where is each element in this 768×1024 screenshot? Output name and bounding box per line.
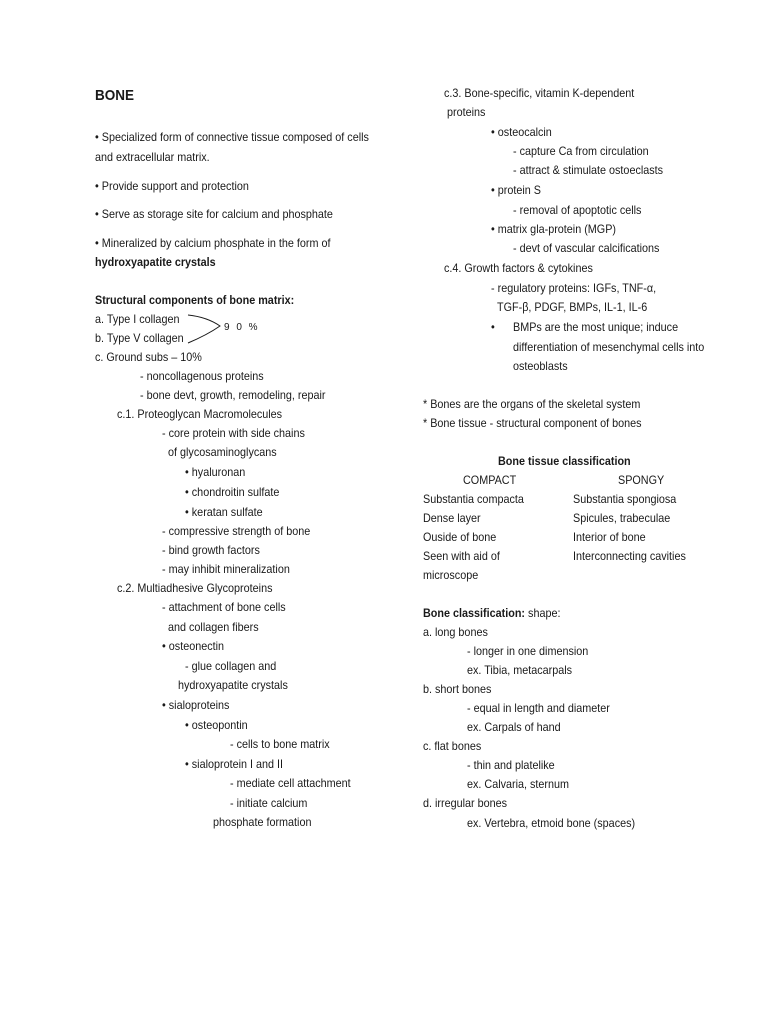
note-2: * Bone tissue - structural component of bones: [423, 416, 642, 430]
c1-line-2: of glycosaminoglycans: [168, 445, 277, 459]
collagen-brace: [187, 313, 223, 345]
classification-col-compact: COMPACT: [463, 473, 517, 487]
c3-mgp-line-1: - devt of vascular calcifications: [513, 241, 660, 255]
c2-heading: c.2. Multiadhesive Glycoproteins: [117, 581, 273, 595]
classification-cell: Interconnecting cavities: [573, 549, 686, 563]
bullet-4-line-1: • Mineralized by calcium phosphate in the form of: [95, 236, 331, 250]
type-v-collagen: b. Type V collagen: [95, 331, 184, 345]
shape-heading: [423, 606, 560, 620]
c4-heading: c.4. Growth factors & cytokines: [444, 261, 593, 275]
c2-sialoprotein-line-1: - mediate cell attachment: [230, 776, 351, 790]
c2-line-1: - attachment of bone cells: [162, 600, 286, 614]
ground-subs-line-1: - noncollagenous proteins: [140, 369, 264, 383]
shape-long: a. long bones: [423, 625, 488, 639]
shape-flat-example: ex. Calvaria, sternum: [467, 777, 570, 791]
c1-line-1: - core protein with side chains: [162, 426, 305, 440]
c3-osteocalcin-line-2: - attract & stimulate ostoeclasts: [513, 163, 664, 177]
bullet-1-line-2: and extracellular matrix.: [95, 150, 210, 164]
structural-heading: Structural components of bone matrix:: [95, 293, 295, 307]
c2-osteonectin-line-2: hydroxyapatite crystals: [178, 678, 288, 692]
shape-heading-bold: Bone classification:: [423, 606, 526, 620]
classification-col-spongy: SPONGY: [618, 473, 665, 487]
c3-heading-line-1: c.3. Bone-specific, vitamin K-dependent: [444, 86, 635, 100]
c1-item-keratan: • keratan sulfate: [185, 505, 263, 519]
c3-protein-s: • protein S: [491, 183, 542, 197]
shape-short-example: ex. Carpals of hand: [467, 720, 561, 734]
ground-subs: c. Ground subs – 10%: [95, 350, 202, 364]
collagen-percent: 9 0 %: [224, 322, 260, 333]
classification-cell: Spicules, trabeculae: [573, 511, 671, 525]
c2-osteonectin-line-1: - glue collagen and: [185, 659, 277, 673]
page-title: BONE: [95, 87, 135, 104]
c2-sialoproteins: • sialoproteins: [162, 698, 230, 712]
c3-osteocalcin-line-1: - capture Ca from circulation: [513, 144, 649, 158]
c1-line-5: - may inhibit mineralization: [162, 562, 290, 576]
c1-item-chondroitin: • chondroitin sulfate: [185, 485, 280, 499]
c2-sialoprotein-line-3: phosphate formation: [213, 815, 312, 829]
shape-irregular-example: ex. Vertebra, etmoid bone (spaces): [467, 816, 636, 830]
bullet-2: • Provide support and protection: [95, 179, 249, 193]
c2-sialoprotein-line-2: - initiate calcium: [230, 796, 308, 810]
c4-bmp-line-1: BMPs are the most unique; induce: [513, 320, 679, 334]
classification-cell: Ouside of bone: [423, 530, 497, 544]
classification-cell: Seen with aid of: [423, 549, 500, 563]
bullet-3: • Serve as storage site for calcium and phosphate: [95, 207, 333, 221]
classification-cell: Interior of bone: [573, 530, 646, 544]
classification-cell: Substantia spongiosa: [573, 492, 677, 506]
c2-osteonectin: • osteonectin: [162, 639, 225, 653]
shape-flat-desc: - thin and platelike: [467, 758, 555, 772]
c4-bmp-line-2: differentiation of mesenchymal cells into: [513, 340, 705, 354]
c4-regulatory-line-2: TGF-β, PDGF, BMPs, IL-1, IL-6: [497, 300, 648, 314]
c3-heading-line-2: proteins: [447, 105, 486, 119]
type-i-collagen: a. Type I collagen: [95, 312, 180, 326]
shape-irregular: d. irregular bones: [423, 796, 508, 810]
shape-short-desc: - equal in length and diameter: [467, 701, 610, 715]
classification-cell: Substantia compacta: [423, 492, 524, 506]
c1-heading: c.1. Proteoglycan Macromolecules: [117, 407, 283, 421]
shape-heading-rest: shape:: [525, 606, 561, 620]
c1-line-3: - compressive strength of bone: [162, 524, 311, 538]
classification-cell: Dense layer: [423, 511, 481, 525]
shape-short: b. short bones: [423, 682, 492, 696]
shape-long-example: ex. Tibia, metacarpals: [467, 663, 573, 677]
c3-protein-s-line-1: - removal of apoptotic cells: [513, 203, 642, 217]
c2-osteopontin-line-1: - cells to bone matrix: [230, 737, 330, 751]
shape-long-desc: - longer in one dimension: [467, 644, 589, 658]
c1-line-4: - bind growth factors: [162, 543, 260, 557]
ground-subs-line-2: - bone devt, growth, remodeling, repair: [140, 388, 326, 402]
c4-regulatory-line-1: - regulatory proteins: IGFs, TNF-α,: [491, 281, 657, 295]
c1-item-hyaluronan: • hyaluronan: [185, 465, 246, 479]
c2-sialoprotein: • sialoprotein I and II: [185, 757, 284, 771]
classification-heading: Bone tissue classification: [498, 454, 631, 468]
classification-cell: microscope: [423, 568, 479, 582]
note-1: * Bones are the organs of the skeletal system: [423, 397, 641, 411]
shape-flat: c. flat bones: [423, 739, 482, 753]
c4-bmp-line-3: osteoblasts: [513, 359, 568, 373]
c2-osteopontin: • osteopontin: [185, 718, 248, 732]
c3-osteocalcin: • osteocalcin: [491, 125, 552, 139]
c2-line-2: and collagen fibers: [168, 620, 259, 634]
bullet-4-line-2: hydroxyapatite crystals: [95, 255, 216, 269]
bullet-1-line-1: • Specialized form of connective tissue composed of cells: [95, 130, 369, 144]
c3-mgp: • matrix gla-protein (MGP): [491, 222, 617, 236]
c4-bullet: •: [491, 320, 495, 334]
